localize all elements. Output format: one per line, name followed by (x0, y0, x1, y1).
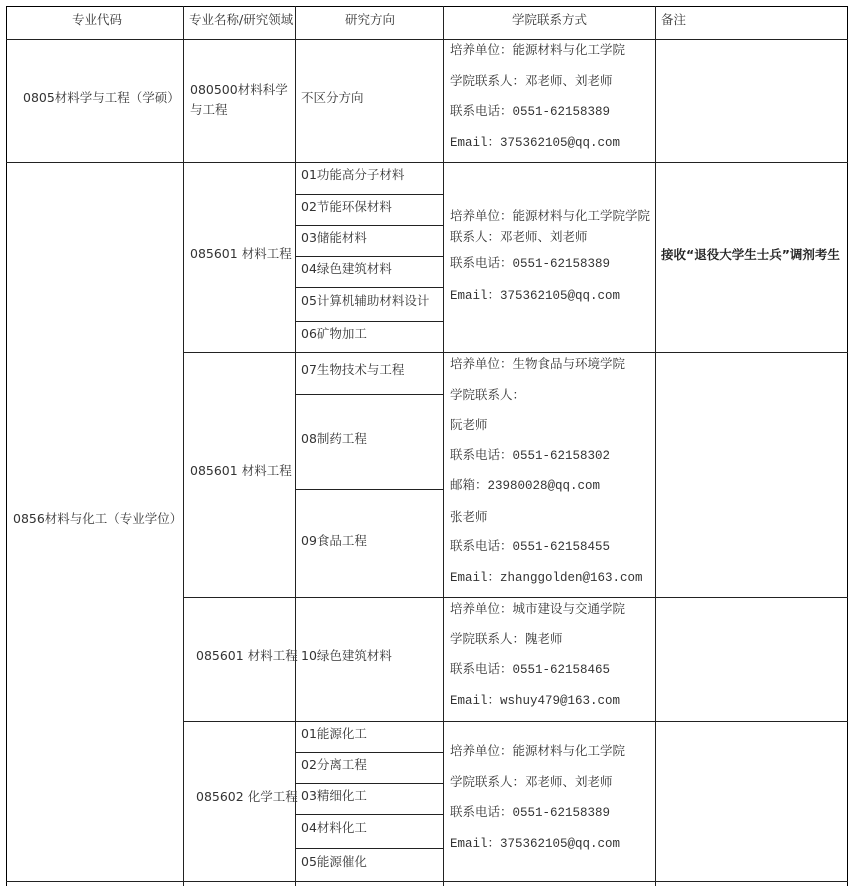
contact-line: 培养单位：生物食品与环境学院 (450, 356, 626, 371)
col-divider (443, 6, 444, 886)
row-divider (6, 162, 848, 163)
contact-line: 张老师 (450, 509, 488, 524)
col-divider (295, 6, 296, 886)
col-divider (655, 6, 656, 886)
direction-item: 09食品工程 (301, 533, 367, 548)
subrow-divider (295, 194, 443, 195)
row-divider (183, 721, 848, 722)
direction-item: 07生物技术与工程 (301, 362, 405, 377)
contact-line: 联系电话：0551-62158302 (450, 449, 611, 463)
direction-item: 04材料化工 (301, 820, 367, 835)
direction-item: 04绿色建筑材料 (301, 261, 392, 276)
contact-line: Email：zhanggolden@163.com (450, 571, 643, 585)
contact-line: 联系电话：0551-62158389 (450, 257, 611, 271)
header-code: 专业代码 (72, 12, 123, 27)
row-divider (183, 597, 848, 598)
contact-line: 培养单位：城市建设与交通学院 (450, 601, 626, 616)
row-divider (6, 39, 848, 40)
direction-item: 05计算机辅助材料设计 (301, 293, 430, 308)
section-code: 0856材料与化工（专业学位） (13, 511, 183, 526)
contact-line: 联系电话：0551-62158389 (450, 105, 611, 119)
contact-line: 学院联系人： (450, 387, 526, 402)
contact-line: 联系电话：0551-62158465 (450, 663, 611, 677)
contact-line: 联系电话：0551-62158455 (450, 540, 611, 554)
subrow-divider (295, 783, 443, 784)
contact-line: Email：375362105@qq.com (450, 289, 621, 303)
direction-item: 02分离工程 (301, 757, 367, 772)
contact-line: Email：375362105@qq.com (450, 136, 621, 150)
subrow-divider (295, 225, 443, 226)
subrow-divider (295, 848, 443, 849)
direction-item: 10绿色建筑材料 (301, 648, 392, 663)
subrow-divider (295, 256, 443, 257)
program-name: 085601 材料工程 (190, 246, 292, 261)
direction-item: 05能源催化 (301, 854, 367, 869)
subrow-divider (295, 752, 443, 753)
program-name: 085602 化学工程 (196, 789, 298, 804)
subrow-divider (295, 287, 443, 288)
header-contact: 学院联系方式 (512, 12, 588, 27)
direction-item: 06矿物加工 (301, 326, 367, 341)
section-code: 0805材料学与工程（学硕） (23, 90, 180, 105)
contact-line: 培养单位：能源材料与化工学院学院联系人：邓老师、刘老师 (450, 208, 651, 244)
col-divider (183, 6, 184, 886)
subrow-divider (295, 394, 443, 395)
contact-line: 学院联系人：邓老师、刘老师 (450, 774, 613, 789)
direction-item: 03储能材料 (301, 230, 367, 245)
program-name: 080500材料科学与工程 (190, 82, 288, 117)
row-divider (6, 881, 848, 882)
subrow-divider (295, 321, 443, 322)
contact-line: 学院联系人：隗老师 (450, 631, 563, 646)
subrow-divider (295, 489, 443, 490)
contact-line: Email：wshuy479@163.com (450, 694, 621, 708)
program-name: 085601 材料工程 (196, 648, 298, 663)
row-divider (183, 352, 848, 353)
header-note: 备注 (661, 12, 687, 27)
header-direction: 研究方向 (345, 12, 396, 27)
note-text: 接收“退役大学生士兵”调剂考生 (661, 247, 840, 262)
program-name: 085601 材料工程 (190, 463, 292, 478)
contact-line: 培养单位：能源材料与化工学院 (450, 743, 626, 758)
direction-item: 不区分方向 (301, 90, 364, 105)
direction-item: 01能源化工 (301, 726, 367, 741)
contact-line: 联系电话：0551-62158389 (450, 806, 611, 820)
contact-line: 邮箱：23980028@qq.com (450, 479, 601, 493)
direction-item: 02节能环保材料 (301, 199, 392, 214)
contact-line: 学院联系人：邓老师、刘老师 (450, 73, 613, 88)
subrow-divider (295, 814, 443, 815)
contact-line: 培养单位：能源材料与化工学院 (450, 42, 626, 57)
table-frame (6, 6, 848, 886)
direction-item: 08制药工程 (301, 431, 367, 446)
direction-item: 01功能高分子材料 (301, 167, 405, 182)
contact-line: 阮老师 (450, 417, 488, 432)
header-name: 专业名称/研究领域 (189, 12, 294, 27)
contact-line: Email：375362105@qq.com (450, 837, 621, 851)
direction-item: 03精细化工 (301, 788, 367, 803)
